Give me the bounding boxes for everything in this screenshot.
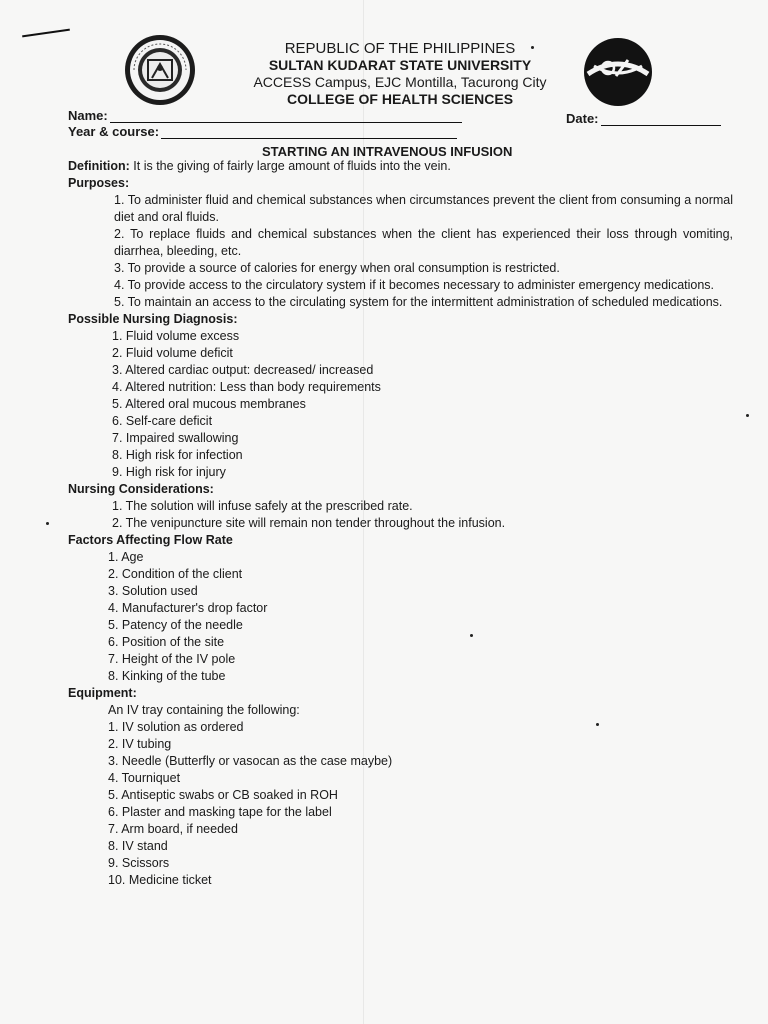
date-blank[interactable] (601, 113, 721, 126)
list-item: 3. Altered cardiac output: decreased/ increased (112, 363, 374, 377)
year-course-blank[interactable] (161, 126, 457, 139)
definition-label: Definition: (68, 159, 130, 173)
list-item: 5. Altered oral mucous membranes (112, 397, 306, 411)
list-item: 5. Antiseptic swabs or CB soaked in ROH (108, 788, 338, 802)
list-item: 4. Altered nutrition: Less than body requirements (112, 380, 381, 394)
scan-speck (746, 414, 749, 417)
definition (68, 158, 733, 175)
list-item: 1. IV solution as ordered (108, 720, 244, 734)
list-item: 4. Tourniquet (108, 771, 181, 785)
purposes-heading: Purposes: (68, 176, 130, 190)
list-item: 1. To administer fluid and chemical substances when circumstances prevent the client from consuming a normal diet and oral fluids. (114, 193, 733, 224)
scan-speck (470, 634, 473, 637)
definition-text: It is the giving of fairly large amount of fluids into the vein. (129, 159, 451, 173)
list-item: 2. Condition of the client (108, 567, 243, 581)
list-item: 4. To provide access to the circulatory system if it becomes necessary to administer emergency medications. (114, 278, 715, 292)
list-item: 9. High risk for injury (112, 465, 226, 479)
list-item: 3. Needle (Butterfly or vasocan as the case maybe) (108, 754, 393, 768)
list-item: 7. Arm board, if needed (108, 822, 238, 836)
pen-mark (22, 29, 70, 38)
document-title: STARTING AN INTRAVENOUS INFUSION (262, 144, 513, 159)
scan-speck (596, 723, 599, 726)
list-item: 9. Scissors (108, 856, 170, 870)
university-name: SULTAN KUDARAT STATE UNIVERSITY (268, 57, 532, 73)
list-item: 8. Kinking of the tube (108, 669, 226, 683)
list-item: 1. Fluid volume excess (112, 329, 240, 343)
university-seal-icon (124, 34, 196, 106)
list-item: 5. To maintain an access to the circulating system for the intermittent administration of scheduled medications. (114, 295, 723, 309)
considerations-list (68, 498, 733, 532)
purposes-list (68, 192, 733, 311)
list-item: 7. Height of the IV pole (108, 652, 236, 666)
diagnosis-list (68, 328, 733, 481)
list-item: 5. Patency of the needle (108, 618, 243, 632)
list-item: 2. The venipuncture site will remain non tender throughout the infusion. (112, 516, 506, 530)
equipment-heading: Equipment: (68, 686, 137, 700)
college-name: COLLEGE OF HEALTH SCIENCES (286, 91, 514, 107)
list-item: 2. IV tubing (108, 737, 172, 751)
considerations-heading: Nursing Considerations: (68, 482, 214, 496)
equipment-list (68, 719, 733, 889)
list-item: 3. To provide a source of calories for energy when oral consumption is restricted. (114, 261, 560, 275)
flow-rate-list (68, 549, 733, 685)
year-course-label: Year & course: (68, 124, 160, 139)
list-item: 10. Medicine ticket (108, 873, 212, 887)
list-item: 1. Age (108, 550, 144, 564)
diagnosis-heading: Possible Nursing Diagnosis: (68, 312, 238, 326)
list-item: 2. Fluid volume deficit (112, 346, 233, 360)
list-item: 8. High risk for infection (112, 448, 243, 462)
flow-rate-heading: Factors Affecting Flow Rate (68, 533, 233, 547)
list-item: 2. To replace fluids and chemical substances when the client has experienced their loss through vomiting, diarrhea, bleeding, etc. (114, 227, 733, 258)
letterhead (220, 40, 580, 108)
country-line: REPUBLIC OF THE PHILIPPINES (284, 40, 516, 57)
list-item: 6. Self-care deficit (112, 414, 213, 428)
list-item: 1. The solution will infuse safely at the prescribed rate. (112, 499, 413, 513)
list-item: 3. Solution used (108, 584, 198, 598)
name-field (68, 108, 462, 123)
list-item: 7. Impaired swallowing (112, 431, 239, 445)
list-item: 8. IV stand (108, 839, 168, 853)
campus-address: ACCESS Campus, EJC Montilla, Tacurong City (253, 74, 547, 90)
college-logo-icon (582, 36, 654, 108)
year-course-field (68, 124, 457, 139)
equipment-intro: An IV tray containing the following: (108, 703, 300, 717)
scan-speck (46, 522, 49, 525)
document-body (68, 158, 733, 889)
list-item: 4. Manufacturer's drop factor (108, 601, 268, 615)
scan-speck (531, 46, 534, 49)
name-blank[interactable] (110, 110, 462, 123)
name-label: Name: (68, 108, 108, 123)
date-field (566, 111, 721, 126)
date-label: Date: (566, 111, 599, 126)
list-item: 6. Position of the site (108, 635, 225, 649)
list-item: 6. Plaster and masking tape for the label (108, 805, 332, 819)
